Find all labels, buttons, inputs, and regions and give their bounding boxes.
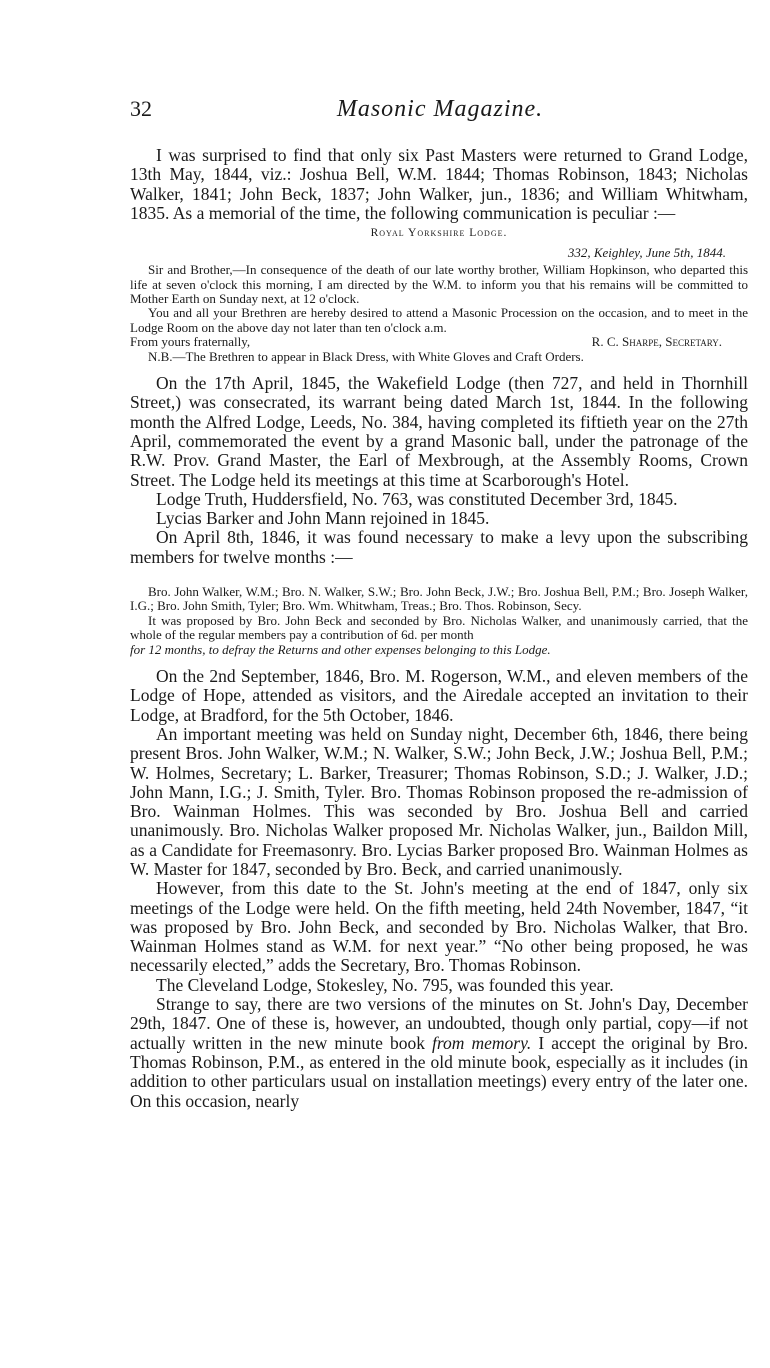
paragraph: The Cleveland Lodge, Stokesley, No. 795, was founded this year.: [156, 974, 614, 995]
letter-paragraph: You and all your Brethren are hereby desired to attend a Masonic Procession on the occasion, and to meet in the Lodge Room on the above day not later than ten o'clock a.m.: [130, 305, 748, 335]
paragraph: On April 8th, 1846, it was found necessary to make a levy upon the subscribing members for twelve months :—: [130, 527, 748, 567]
members-list: Bro. John Walker, W.M.; Bro. N. Walker, S.W.; Bro. John Beck, J.W.; Bro. Joshua Bell, P.M.; Bro. Joseph Walker, I.G.; Bro. John Smith, Tyler; Bro. Wm. Whitwham, Treas.; Bro. Thos. Robinson, Secy.: [130, 584, 748, 614]
letter-paragraph: Sir and Brother,—In consequence of the death of our late worthy brother, William Hopkinson, who departed this life at seven o'clock this morning, I am directed by the W.M. to inform you that his remains will be committed to Mother Earth on Sunday next, at 12 o'clock.: [130, 262, 748, 306]
resolution-italic: for 12 months, to defray the Returns and other expenses belonging to this Lodge.: [130, 641, 551, 657]
letter-signature: R. C. Sharpe, Secretary.: [591, 334, 722, 350]
letter-closing-line: [130, 335, 748, 349]
article-body: [130, 146, 748, 1111]
paragraph: On the 2nd September, 1846, Bro. M. Rogerson, W.M., and eleven members of the Lodge of Hope, attended as visitors, and the Airedale accepted an invitation to their Lodge, at Bradford, for the 5th October, 1846.: [130, 666, 748, 725]
members-list-block: [130, 585, 748, 657]
quoted-letter: [130, 227, 748, 364]
letter-dateline: 332, Keighley, June 5th, 1844.: [567, 245, 726, 261]
letter-heading: Royal Yorkshire Lodge.: [370, 227, 508, 240]
text-run: I accept the original by Bro. Thomas Robinson, P.M., as entered in the old minute book, especially as it includes (in addition to other particulars usual on installation meetings) every entry of the later one. On this occasion, nearly: [130, 1032, 748, 1111]
paragraph: I was surprised to find that only six Past Masters were returned to Grand Lodge, 13th May, 1844, viz.: Joshua Bell, W.M. 1844; Thomas Robinson, 1843; Nicholas Walker, 1841; John Beck, 1837; John Walker, jun., 1836; and William Whitwham, 1835. As a memorial of the time, the following communication is peculiar :—: [130, 145, 748, 223]
text-run: Strange to say, there are two versions of the minutes on St. John's Day, December 29th, 1847. One of these is, however, an undoubted, though only partial, copy—if not actually written in the new minute book: [130, 994, 748, 1053]
letter-nb: N.B.—The Brethren to appear in Black Dress, with White Gloves and Craft Orders.: [148, 348, 584, 364]
paragraph: On the 17th April, 1845, the Wakefield Lodge (then 727, and held in Thornhill Street,) was consecrated, its warrant being dated March 1st, 1844. In the following month the Alfred Lodge, Leeds, No. 384, having completed its fiftieth year on the 27th April, commemorated the event by a grand Masonic ball, under the patronage of the R.W. Prov. Grand Master, the Earl of Mexbrough, at the Assembly Rooms, Crown Street. The Lodge held its meetings at this time at Scarborough's Hotel.: [130, 373, 748, 490]
resolution: It was proposed by Bro. John Beck and seconded by Bro. Nicholas Walker, and unanimously carried, that the whole of the regular members pay a contribution of 6d. per month: [130, 612, 748, 643]
page-number: 32: [130, 96, 152, 121]
running-title: Masonic Magazine.: [336, 96, 544, 122]
letter-closing: From yours fraternally,: [130, 334, 251, 350]
paragraph: Lycias Barker and John Mann rejoined in 1845.: [156, 508, 490, 529]
paragraph: An important meeting was held on Sunday night, December 6th, 1846, there being present Bros. John Walker, W.M.; N. Walker, S.W.; John Beck, J.W.; Joshua Bell, P.M.; W. Holmes, Secretary; L. Barker, Treasurer; Thomas Robinson, S.D.; J. Walker, J.D.; John Mann, I.G.; J. Smith, Tyler. Bro. Thomas Robinson proposed the re-admission of Bro. Wainman Holmes. This was seconded by Bro. Joshua Bell and carried unanimously. Bro. Nicholas Walker proposed Mr. Nicholas Walker, jun., Baildon Mill, as a Candidate for Freemasonry. Bro. Lycias Barker proposed Bro. Wainman Holmes as W. Master for 1847, seconded by Bro. Beck, and carried unanimously.: [130, 723, 748, 879]
paragraph: Lodge Truth, Huddersfield, No. 763, was constituted December 3rd, 1845.: [156, 488, 678, 509]
paragraph: [130, 995, 748, 1111]
page-header: [130, 96, 750, 126]
paragraph: However, from this date to the St. John's meeting at the end of 1847, only six meetings of the Lodge were held. On the fifth meeting, held 24th November, 1847, “it was proposed by Bro. John Beck, and seconded by Bro. Nicholas Walker, that Bro. Wainman Holmes stand as W.M. for next year.” “No other being proposed, he was necessarily elected,” adds the Secretary, Bro. Thomas Robinson.: [130, 878, 748, 976]
text-run-italic: from memory.: [432, 1032, 532, 1053]
